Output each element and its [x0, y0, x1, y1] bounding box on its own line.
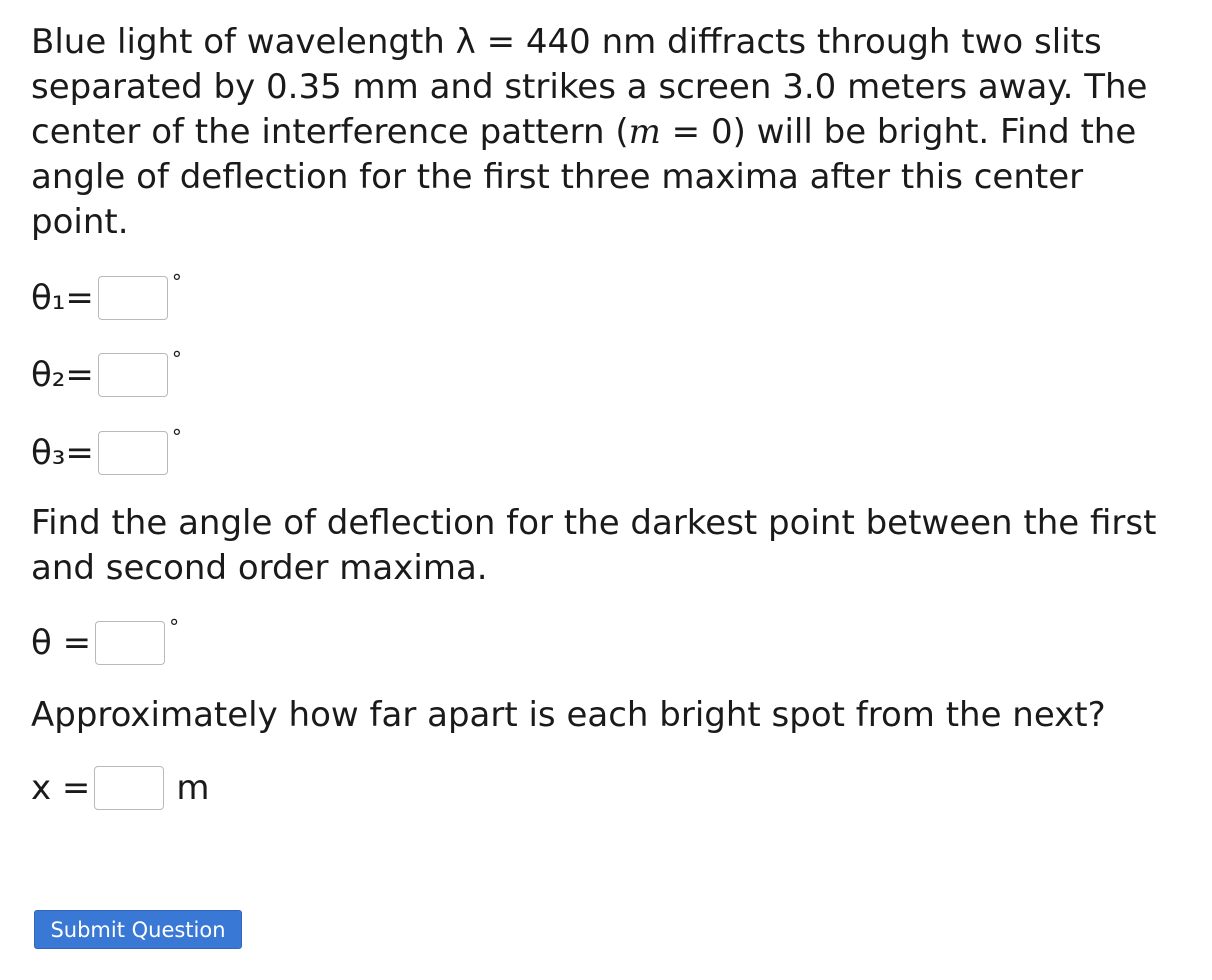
dark-point-question: Find the angle of deflection for the darkest point between the first and second order maxima.	[31, 503, 1157, 588]
theta3-input[interactable]	[98, 431, 168, 475]
theta3-label: θ₃=	[31, 433, 94, 473]
theta1-label: θ₁=	[31, 278, 94, 318]
dark-angle-degree-unit: °	[169, 615, 180, 639]
theta1-row	[31, 270, 182, 320]
submit-question-button[interactable]: Submit Question	[34, 910, 242, 949]
theta3-degree-unit: °	[171, 425, 182, 449]
spacing-label: x =	[31, 768, 91, 808]
problem-text-part2: = 0) will be bright. Find the angle of deflection for the first three maxima after this center point.	[31, 112, 1137, 242]
theta1-degree-unit: °	[171, 270, 182, 294]
problem-text-part1: Blue light of wavelength λ = 440 nm diffracts through two slits separated by 0.35 mm and strikes a screen 3.0 meters away. The center of the interference pattern (	[31, 22, 1148, 152]
theta3-row	[31, 425, 182, 475]
theta1-input[interactable]	[98, 276, 168, 320]
theta2-input[interactable]	[98, 353, 168, 397]
dark-angle-label: θ =	[31, 623, 92, 663]
dark-angle-input[interactable]	[95, 621, 165, 665]
variable-m: m	[628, 112, 661, 152]
problem-statement	[31, 20, 1191, 245]
spacing-row	[31, 766, 210, 810]
spacing-question: Approximately how far apart is each bright spot from the next?	[31, 695, 1106, 735]
spacing-unit: m	[176, 768, 210, 808]
spacing-input[interactable]	[94, 766, 164, 810]
theta2-label: θ₂=	[31, 355, 94, 395]
theta2-row	[31, 347, 182, 397]
theta2-degree-unit: °	[171, 347, 182, 371]
dark-angle-row	[31, 615, 180, 665]
